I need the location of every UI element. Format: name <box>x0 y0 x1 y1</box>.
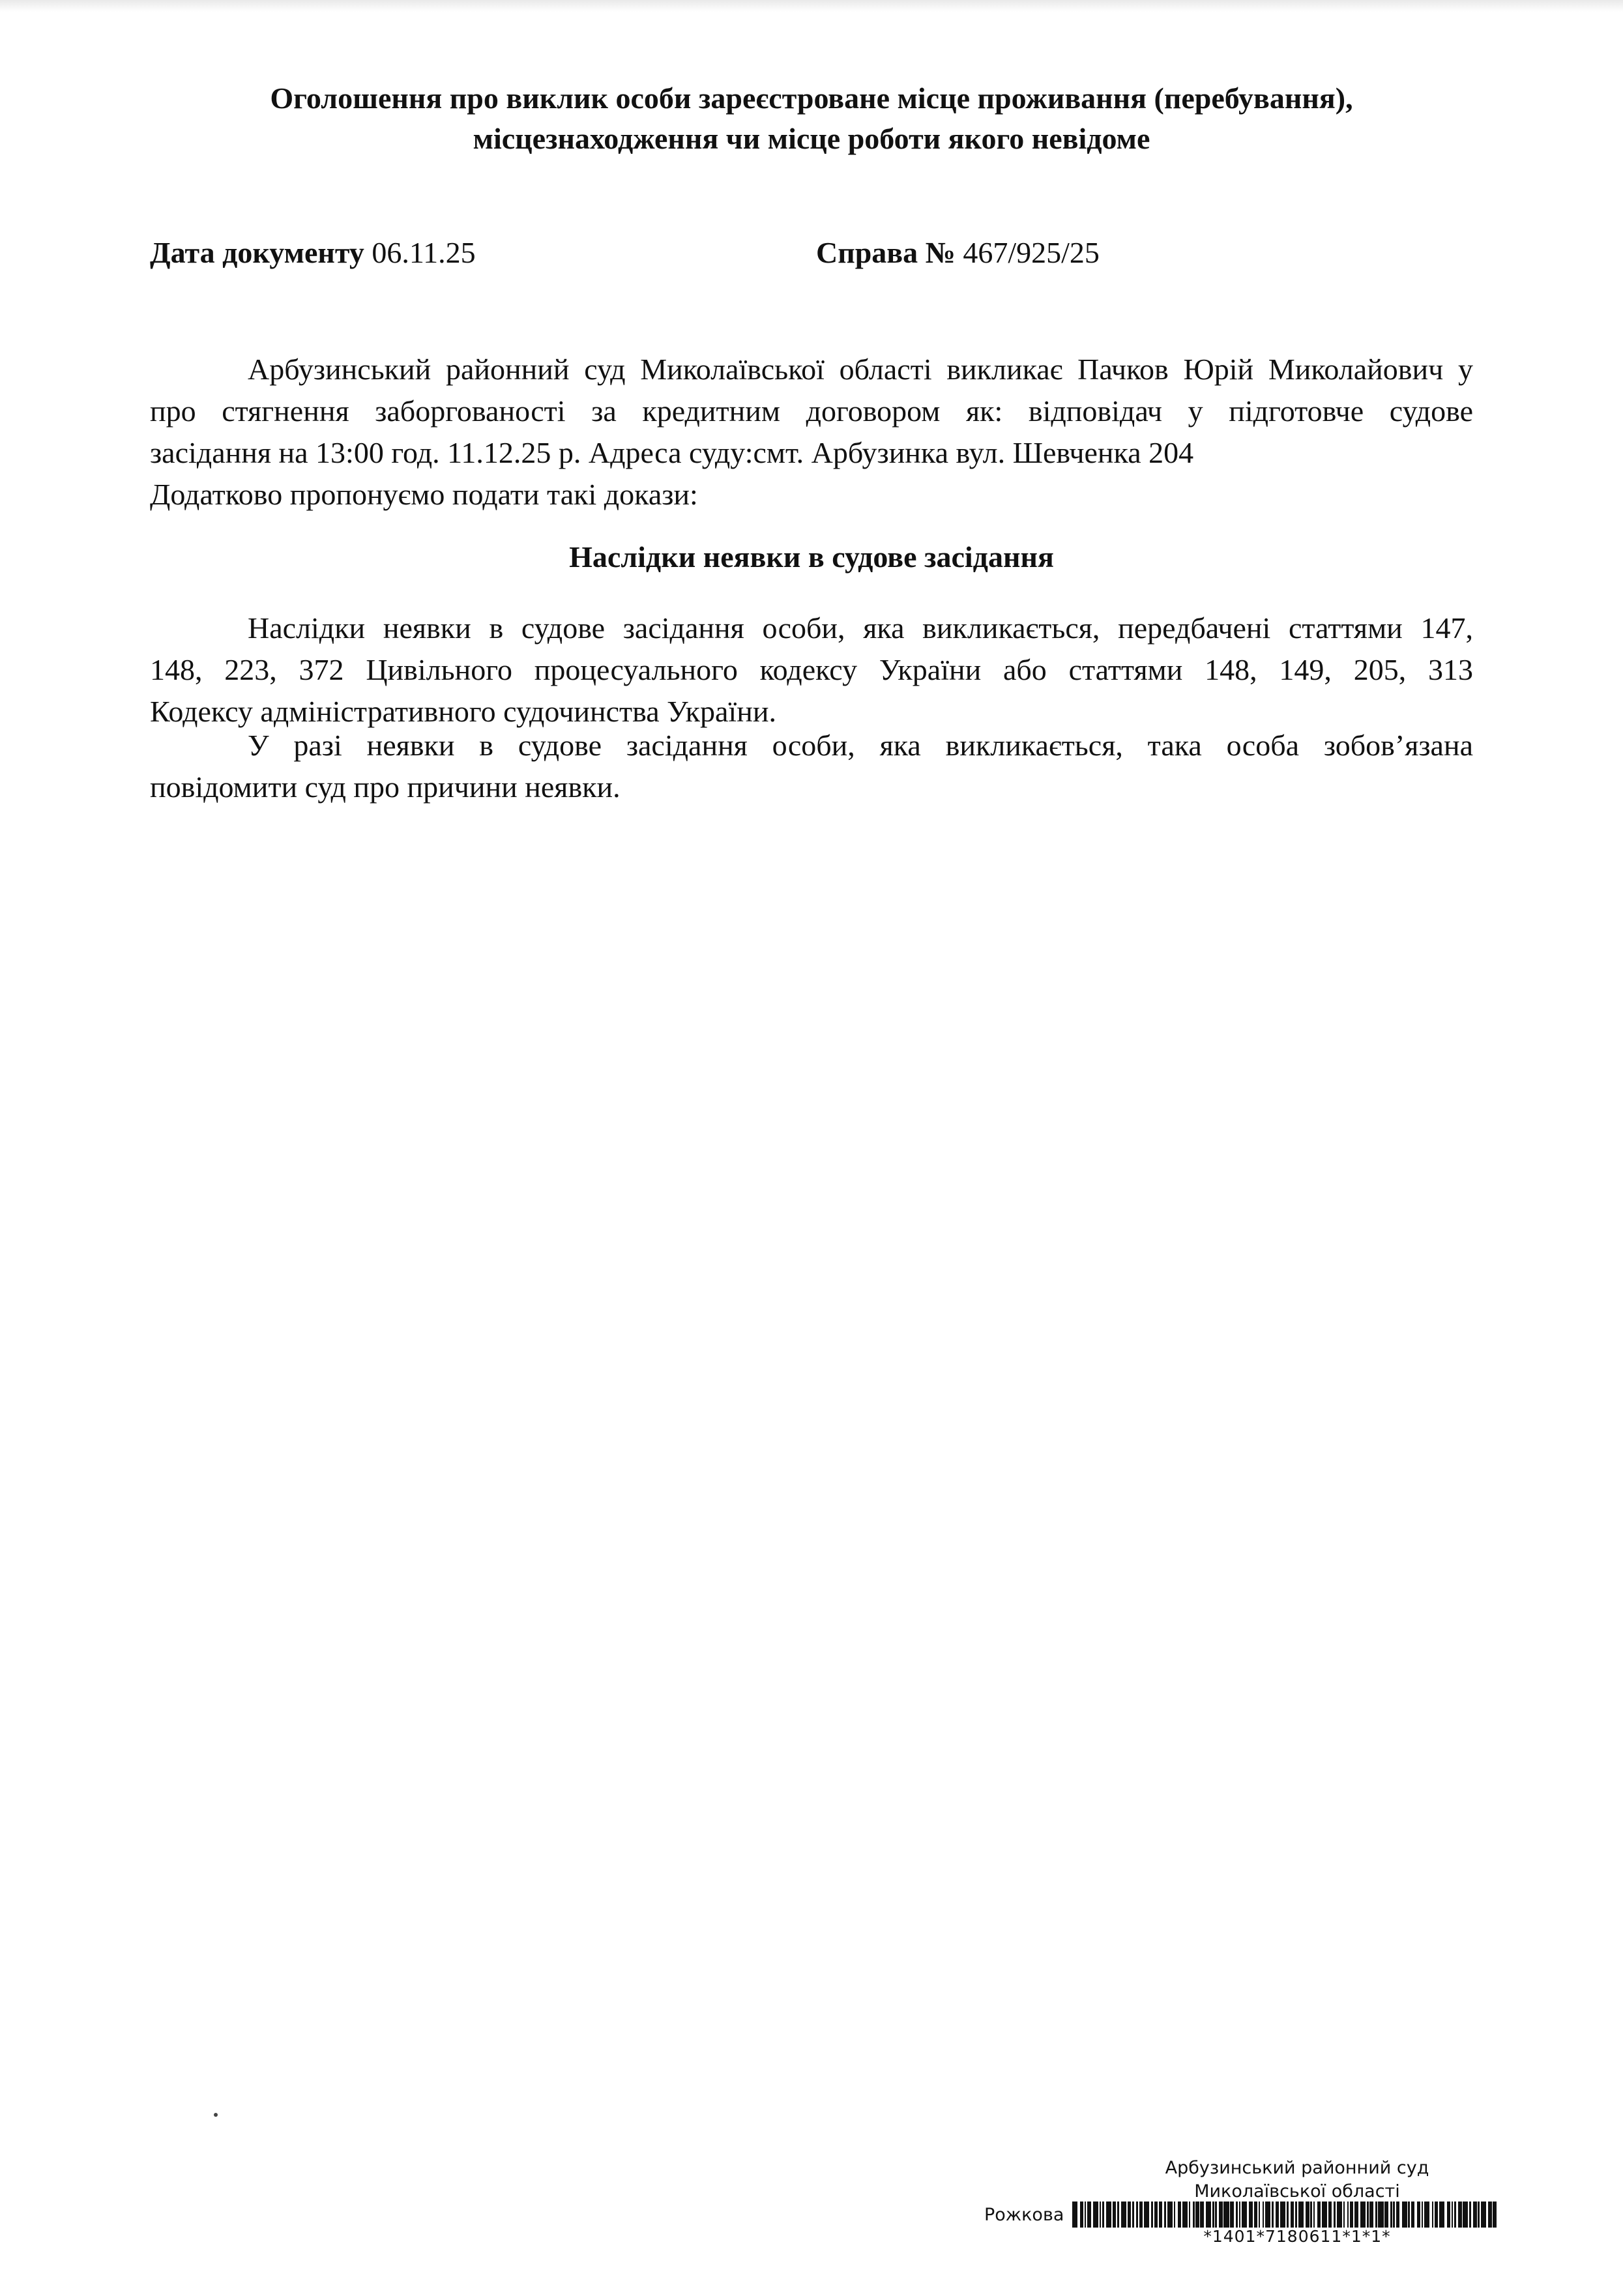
barcode-bar <box>1136 2202 1138 2228</box>
barcode-bar <box>1310 2202 1312 2228</box>
barcode-bar <box>1347 2202 1349 2228</box>
barcode-bar <box>1291 2202 1294 2228</box>
barcode-bar <box>1375 2202 1377 2228</box>
barcode-bar <box>1182 2202 1188 2228</box>
barcode-bar <box>1080 2202 1083 2228</box>
barcode-bar <box>1432 2202 1434 2228</box>
stamp-code: *1401*7180611*1*1* <box>1203 2227 1391 2246</box>
barcode-bar <box>1117 2202 1119 2228</box>
barcode-bar <box>1239 2202 1241 2228</box>
barcode-bar <box>1272 2202 1274 2228</box>
barcode-bar <box>1313 2202 1315 2228</box>
barcode-bar <box>1113 2202 1116 2228</box>
barcode-bar <box>1360 2202 1366 2228</box>
barcode-bar <box>1384 2202 1388 2228</box>
barcode-bar <box>1223 2202 1229 2228</box>
barcode-bar <box>1458 2202 1461 2228</box>
barcode-bar <box>1298 2202 1304 2228</box>
notice-line-2: повідомити суд про причини неявки. <box>150 770 621 804</box>
case-value: 467/925/25 <box>963 236 1100 269</box>
barcode-bar <box>1493 2202 1496 2228</box>
scan-edge <box>0 0 1623 12</box>
title-line-2: місцезнаходження чи місце роботи якого невідоме <box>473 122 1150 155</box>
summons-line-2: про стягнення заборгованості за кредитним договором як: відповідач у підготовче судове <box>150 394 1473 428</box>
stamp-region: Миколаївської області <box>1194 2181 1400 2202</box>
barcode-bar <box>1085 2202 1087 2228</box>
barcode-bar <box>1128 2202 1131 2228</box>
barcode-bar <box>1396 2202 1399 2228</box>
barcode-bar <box>1206 2202 1211 2228</box>
barcode-bar <box>1280 2202 1285 2228</box>
document-meta <box>150 233 1473 272</box>
barcode-bar <box>1367 2202 1369 2228</box>
barcode-bar <box>1195 2202 1199 2228</box>
date-value: 06.11.25 <box>372 236 476 269</box>
barcode-bar <box>1328 2202 1332 2228</box>
case-number <box>816 233 1100 272</box>
barcode-bar <box>1249 2202 1252 2228</box>
barcode-bar <box>1306 2202 1309 2228</box>
summons-line-3: засідання на 13:00 год. 11.12.25 р. Адреса суду:смт. Арбузинка вул. Шевченка 204 <box>150 436 1194 469</box>
barcode-bar <box>1254 2202 1257 2228</box>
barcode-bar <box>1334 2202 1336 2228</box>
barcode-bar <box>1072 2202 1077 2228</box>
barcode-bar <box>1393 2202 1395 2228</box>
barcode-bar <box>1230 2202 1233 2228</box>
barcode-bar <box>1193 2202 1195 2228</box>
stamp-court: Арбузинський районний суд <box>1165 2158 1429 2178</box>
barcode-bar <box>1242 2202 1247 2228</box>
barcode-bar <box>1265 2202 1270 2228</box>
barcode-bar <box>1473 2202 1476 2228</box>
barcode-bar <box>1178 2202 1181 2228</box>
barcode-bar <box>1422 2202 1424 2228</box>
barcode-bar <box>1219 2202 1222 2228</box>
barcode-bar <box>1151 2202 1153 2228</box>
barcode-bar <box>1350 2202 1353 2228</box>
barcode-bar <box>1139 2202 1143 2228</box>
barcode-bar <box>1378 2202 1383 2228</box>
barcode-bar <box>1481 2202 1486 2228</box>
barcode <box>1072 2202 1548 2228</box>
barcode-bar <box>1100 2202 1102 2228</box>
barcode-bar <box>1259 2202 1261 2228</box>
barcode-bar <box>1164 2202 1166 2228</box>
barcode-bar <box>1424 2202 1429 2228</box>
barcode-bar <box>1189 2202 1191 2228</box>
notice-paragraph <box>150 725 1473 808</box>
barcode-bar <box>1337 2202 1342 2228</box>
consequences-line-1: Наслідки неявки в судове засідання особи, яка викликається, передбачені статтями 147, <box>248 611 1473 645</box>
barcode-bar <box>1102 2202 1104 2228</box>
barcode-bar <box>1087 2202 1090 2228</box>
consequences-line-2: 148, 223, 372 Цивільного процесуального кодексу України або статтями 148, 149, 205, 313 <box>150 653 1473 686</box>
document-title <box>150 78 1473 159</box>
barcode-bar <box>1469 2202 1471 2228</box>
summons-line-4: Додатково пропонуємо подати такі докази: <box>150 478 698 511</box>
summons-line-1: Арбузинський районний суд Миколаївської області викликає Пачков Юрій Миколайович у <box>248 353 1473 386</box>
barcode-bar <box>1454 2202 1456 2228</box>
barcode-bar <box>1093 2202 1098 2228</box>
summons-paragraph <box>150 349 1473 516</box>
barcode-bar <box>1121 2202 1126 2228</box>
barcode-bar <box>1212 2202 1214 2228</box>
barcode-bar <box>1343 2202 1345 2228</box>
barcode-bar <box>1159 2202 1162 2228</box>
barcode-bar <box>1463 2202 1468 2228</box>
barcode-bar <box>1295 2202 1297 2228</box>
document-date <box>150 233 476 272</box>
barcode-bar <box>1215 2202 1217 2228</box>
title-line-1: Оголошення про виклик особи зареєстроване місце проживання (перебування), <box>270 81 1353 115</box>
registration-stamp <box>984 2157 1558 2268</box>
barcode-bar <box>1174 2202 1176 2228</box>
date-label: Дата документу <box>150 236 364 269</box>
barcode-bar <box>1144 2202 1149 2228</box>
barcode-bar <box>1369 2202 1373 2228</box>
barcode-bar <box>1154 2202 1158 2228</box>
barcode-bar <box>1402 2202 1407 2228</box>
barcode-bar <box>1236 2202 1238 2228</box>
barcode-bar <box>1390 2202 1392 2228</box>
barcode-bar <box>1317 2202 1321 2228</box>
barcode-bar <box>1276 2202 1279 2228</box>
barcode-bar <box>1411 2202 1414 2228</box>
barcode-bar <box>1200 2202 1203 2228</box>
barcode-bar <box>1435 2202 1438 2228</box>
barcode-bar <box>1439 2202 1444 2228</box>
barcode-bar <box>1488 2202 1491 2228</box>
barcode-bar <box>1408 2202 1410 2228</box>
consequences-heading: Наслідки неявки в судове засідання <box>569 540 1054 574</box>
notice-line-1: У разі неявки в судове засідання особи, яка викликається, така особа зобов’язана <box>248 729 1473 762</box>
barcode-bar <box>1452 2202 1454 2228</box>
consequences-paragraph <box>150 607 1473 733</box>
scan-speck <box>214 2113 218 2117</box>
barcode-bar <box>1322 2202 1327 2228</box>
stamp-clerk: Рожкова <box>984 2205 1064 2225</box>
barcode-bar <box>1132 2202 1134 2228</box>
barcode-bar <box>1287 2202 1289 2228</box>
consequences-line-3: Кодексу адміністративного судочинства України. <box>150 695 776 728</box>
barcode-bar <box>1354 2202 1358 2228</box>
case-label: Справа № <box>816 236 956 269</box>
barcode-bar <box>1167 2202 1173 2228</box>
barcode-bar <box>1263 2202 1265 2228</box>
barcode-bar <box>1106 2202 1111 2228</box>
barcode-bar <box>1417 2202 1420 2228</box>
barcode-bar <box>1478 2202 1480 2228</box>
barcode-bar <box>1447 2202 1450 2228</box>
